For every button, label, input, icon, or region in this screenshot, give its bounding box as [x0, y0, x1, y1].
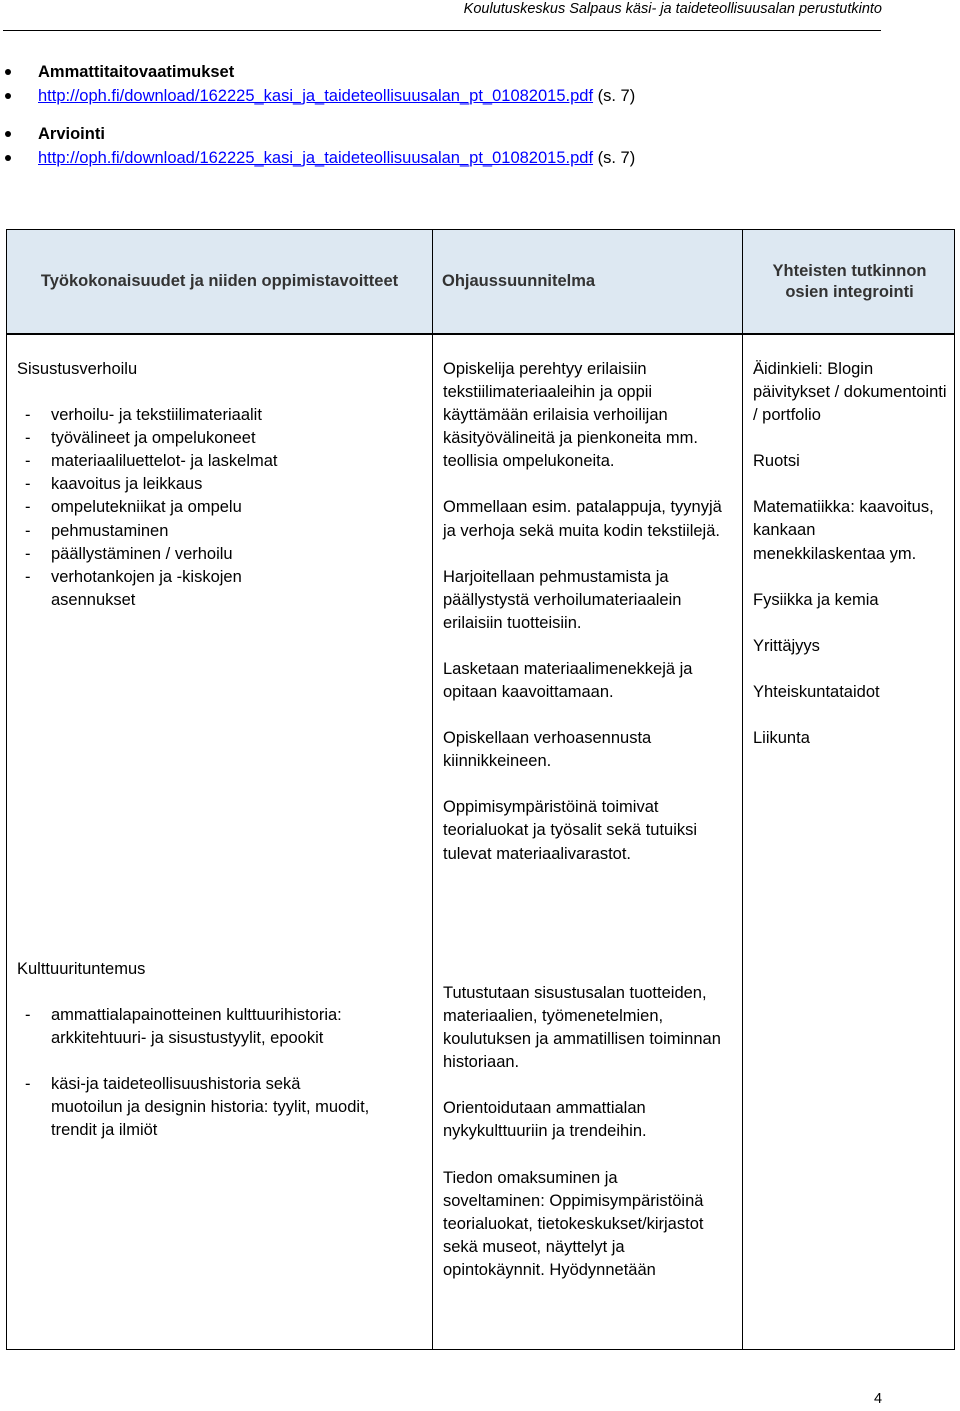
list-item: - kaavoitus ja leikkaus	[25, 475, 203, 494]
list-item-label: Arviointi	[38, 125, 105, 143]
list-item	[0, 146, 960, 170]
column-divider	[742, 230, 743, 1349]
page-number: 4	[874, 1391, 883, 1407]
curriculum-table	[6, 229, 955, 1350]
plan-paragraph: Opiskellaan verhoasennusta kiinnikkeineen.	[443, 729, 652, 771]
plan-cell-kulttuurituntemus	[443, 982, 735, 1282]
list-item: - käsi-ja taideteollisuushistoria sekä muotoilun ja designin historia: tyylit, muodit, trendit ja ilmiöt	[25, 1075, 370, 1140]
integration-cell-sisustusverhoilu	[753, 358, 948, 750]
list-item: - päällystäminen / verhoilu	[25, 544, 233, 563]
list-item	[0, 122, 960, 146]
column-divider	[432, 230, 433, 1349]
list-item	[0, 60, 960, 84]
column-header-plan: Ohjaussuunnitelma	[442, 272, 596, 290]
integration-item: Yhteiskuntataidot	[753, 682, 880, 701]
plan-paragraph: Tiedon omaksuminen ja soveltaminen: Oppimisympäristöinä teorialuokat, tietokeskukset/kirjastot sekä museot, näyttelyt ja opintokäynnit. Hyödynnetään	[443, 1168, 704, 1279]
integration-item: Matematiikka: kaavoitus, kankaan menekkilaskentaa ym.	[753, 498, 934, 563]
page-ref: (s. 7)	[593, 87, 636, 105]
plan-paragraph: Oppimisympäristöinä toimivat teorialuokat ja työsalit sekä tutuiksi tulevat materiaalivarastot.	[443, 798, 698, 863]
list-item	[0, 84, 960, 108]
goals-cell-sisustusverhoilu	[17, 358, 422, 612]
page-ref: (s. 7)	[593, 149, 636, 167]
link-list	[0, 60, 960, 170]
list-item: - verhoilu- ja tekstiilimateriaalit	[25, 406, 262, 425]
plan-paragraph: Ommellaan esim. patalappuja, tyynyjä ja verhoja sekä muita kodin tekstiilejä.	[443, 498, 722, 540]
list-item: - materiaaliluettelot- ja laskelmat	[25, 452, 278, 471]
integration-item: Liikunta	[753, 728, 810, 747]
document-header-title: Koulutuskeskus Salpaus käsi- ja taideteollisuusalan perustutkinto	[463, 1, 882, 17]
plan-paragraph: Orientoidutaan ammattialan nykykulttuuriin ja trendeihin.	[443, 1099, 647, 1141]
document-link[interactable]: http://oph.fi/download/162225_kasi_ja_taideteollisuusalan_pt_01082015.pdf	[38, 87, 594, 105]
column-header-goals: Työkokonaisuudet ja niiden oppimistavoitteet	[40, 272, 399, 290]
integration-item: Äidinkieli: Blogin päivitykset / dokumentointi / portfolio	[753, 360, 947, 425]
list-item: - pehmustaminen	[25, 521, 169, 540]
list-item: - verhotankojen ja -kiskojen asennukset	[25, 567, 242, 609]
integration-item: Yrittäjyys	[753, 636, 820, 655]
goals-cell-kulttuurituntemus	[17, 958, 422, 1143]
plan-cell-sisustusverhoilu	[443, 358, 735, 866]
plan-paragraph: Opiskelija perehtyy erilaisiin tekstiilimateriaaleihin ja oppii käyttämään erilaisia verhoilijan käsityövälineitä ja pienkoneita mm. teollisia ompelukoneita.	[443, 360, 698, 471]
plan-paragraph: Tutustutaan sisustusalan tuotteiden, materiaalien, työmenetelmien, koulutuksen ja ammatillisen toiminnan historiaan.	[443, 984, 721, 1072]
section-title: Sisustusverhoilu	[17, 360, 138, 378]
integration-item: Ruotsi	[753, 452, 800, 471]
list-item: - työvälineet ja ompelukoneet	[25, 429, 256, 448]
column-header-integration: Yhteisten tutkinnon osien integrointi	[772, 261, 927, 301]
section-title: Kulttuurituntemus	[17, 960, 146, 978]
list-item: - ammattialapainotteinen kulttuurihistoria: arkkitehtuuri- ja sisustustyylit, epookit	[25, 1006, 342, 1048]
plan-paragraph: Lasketaan materiaalimenekkejä ja opitaan kaavoittamaan.	[443, 659, 693, 702]
document-link[interactable]: http://oph.fi/download/162225_kasi_ja_taideteollisuusalan_pt_01082015.pdf	[38, 149, 594, 167]
list-item-label: Ammattitaitovaatimukset	[38, 63, 235, 81]
list-item: - ompelutekniikat ja ompelu	[25, 498, 242, 517]
header-divider	[3, 30, 881, 31]
integration-item: Fysiikka ja kemia	[753, 590, 879, 609]
plan-paragraph: Harjoitellaan pehmustamista ja päällystystä verhoilumateriaalein erilaisiin tuotteisiin.	[443, 567, 682, 632]
